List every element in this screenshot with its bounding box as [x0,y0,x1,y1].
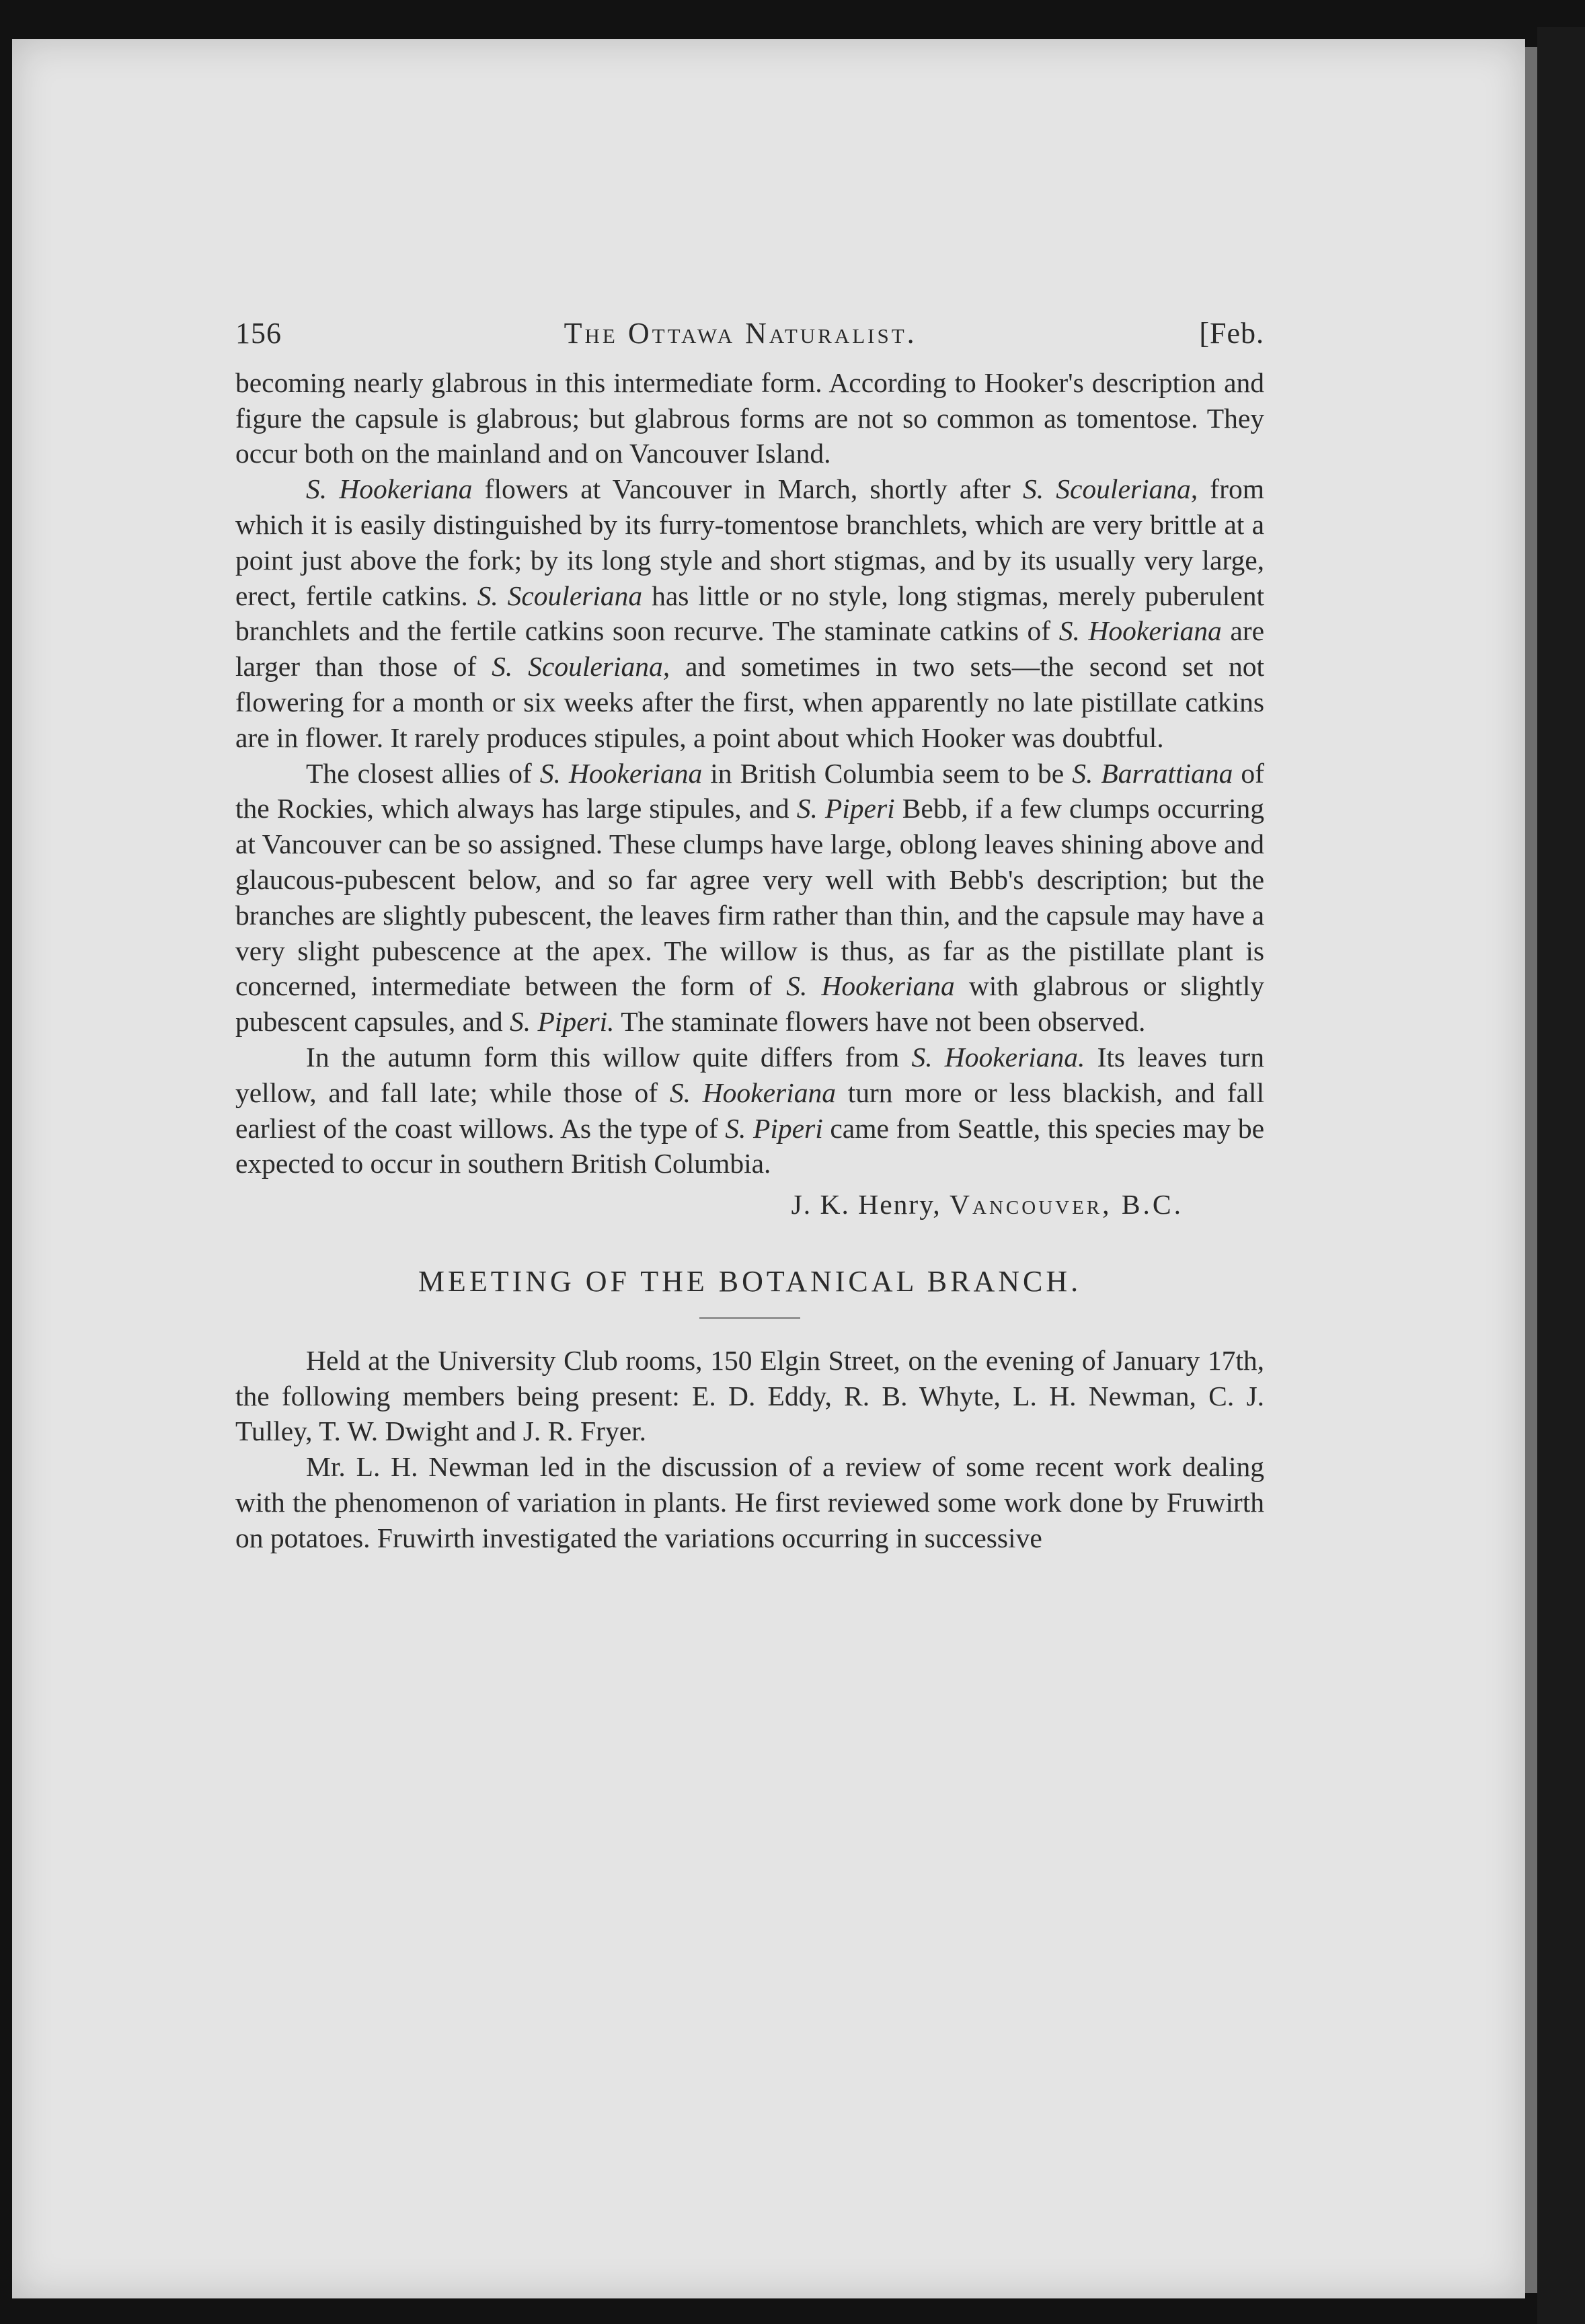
species-name: S. Hookeriana [539,757,703,789]
text-run: In the autumn form this willow quite differs from [306,1041,912,1073]
paragraph-meeting-attendance: Held at the University Club rooms, 150 Elgin Street, on the evening of January 17th, the following members being present: E. D. Eddy, R. B. Whyte, L. H. Newman, C. J. Tulley, T. W. Dwight and J. R. Fryer. [235,1344,1264,1447]
book-spine-edge [1525,47,1537,2293]
author-signature [235,1187,1184,1223]
species-name: S. Hookeriana [786,970,955,1002]
text-run: in British Columbia seem to be [702,757,1073,789]
book-spine-shadow [1537,27,1585,2324]
text-run: and sometimes in two sets—the second set not flowering for a month or six weeks after the first, when apparently no late pistillate catkins are in flower. It rarely produces stipules, a point about which Hooker was doubtful. [235,651,1264,753]
species-name: S. Hookeriana [1058,615,1222,647]
page-number: 156 [235,317,282,350]
species-name: S. Hookeriana [669,1077,836,1108]
text-run: turn more or less blackish, and fall earliest of the coast willows. As the type of [235,1077,1264,1144]
species-name: S. Scouleriana, [492,651,670,683]
species-name: S. Piperi. [509,1006,615,1038]
section-divider [699,1317,800,1319]
species-name: S. Piperi [796,793,895,824]
author-name: J. K. Henry, [791,1189,941,1221]
paragraph-hookeriana-flowers [235,471,1264,755]
paragraph-newman-discussion: Mr. L. H. Newman led in the discussion of a review of some recent work dealing with the phenomenon of variation in plants. He first reviewed some work done by Fruwirth on potatoes. Fruwirth investigated the variations occurring in successive [235,1451,1264,1553]
text-run: came from Seattle, this species may be expected to occur in southern British Columbia. [235,1112,1264,1179]
text-run: with glabrous or slightly pubescent capsules, and [235,970,1264,1038]
section-heading: MEETING OF THE BOTANICAL BRANCH. [418,1264,1082,1298]
paragraph-closest-allies [235,756,1264,1040]
author-place: Vancouver, B.C. [950,1189,1184,1221]
text-run: are larger than those of [235,615,1264,683]
species-name: S. Piperi [725,1112,823,1144]
paragraph-autumn-form [235,1040,1264,1182]
species-name: S. Barrattiana [1072,757,1233,789]
text-run: The closest allies of [306,757,540,789]
text-run: flowers at Vancouver in March, shortly after [472,473,1023,505]
species-name: S. Scouleriana [477,580,643,611]
paragraph-continued: becoming nearly glabrous in this intermediate form. According to Hooker's description and figure the capsule is glabrous; but glabrous forms are not so common as tomentose. They occur both on the mainland and on Vancouver Island. [235,366,1264,469]
species-name: S. Scouleriana, [1022,473,1198,505]
month-label: [Feb. [1199,317,1264,350]
text-run: from which it is easily distinguished by its furry-tomentose branchlets, which are very brittle at a point just above the fork; by its long style and short stigmas, and by its usually very large, erect, fertile catkins. [235,473,1264,611]
page-text [235,316,1264,1556]
text-run: of the Rockies, which always has large stipules, and [235,757,1264,824]
species-name: S. Hookeriana. [911,1041,1085,1073]
text-run: Its leaves turn yellow, and fall late; while those of [235,1041,1264,1108]
species-name: S. Hookeriana [306,473,473,505]
text-run: Bebb, if a few clumps occurring at Vancouver can be so assigned. These clumps have large, oblong leaves shining above and glaucous-pubescent below, and so far agree very well with Bebb's description; but the branches are slightly pubescent, the leaves firm rather than thin, and the capsule may have a very slight pubescence at the apex. The willow is thus, as far as the pistillate plant is concerned, intermediate between the form of [235,793,1264,1002]
running-title: The Ottawa Naturalist. [564,317,917,350]
page-header [235,316,1264,352]
text-run: has little or no style, long stigmas, merely puberulent branchlets and the fertile catkins soon recurve. The staminate catkins of [235,580,1264,647]
text-run: The staminate flowers have not been observed. [614,1006,1146,1038]
